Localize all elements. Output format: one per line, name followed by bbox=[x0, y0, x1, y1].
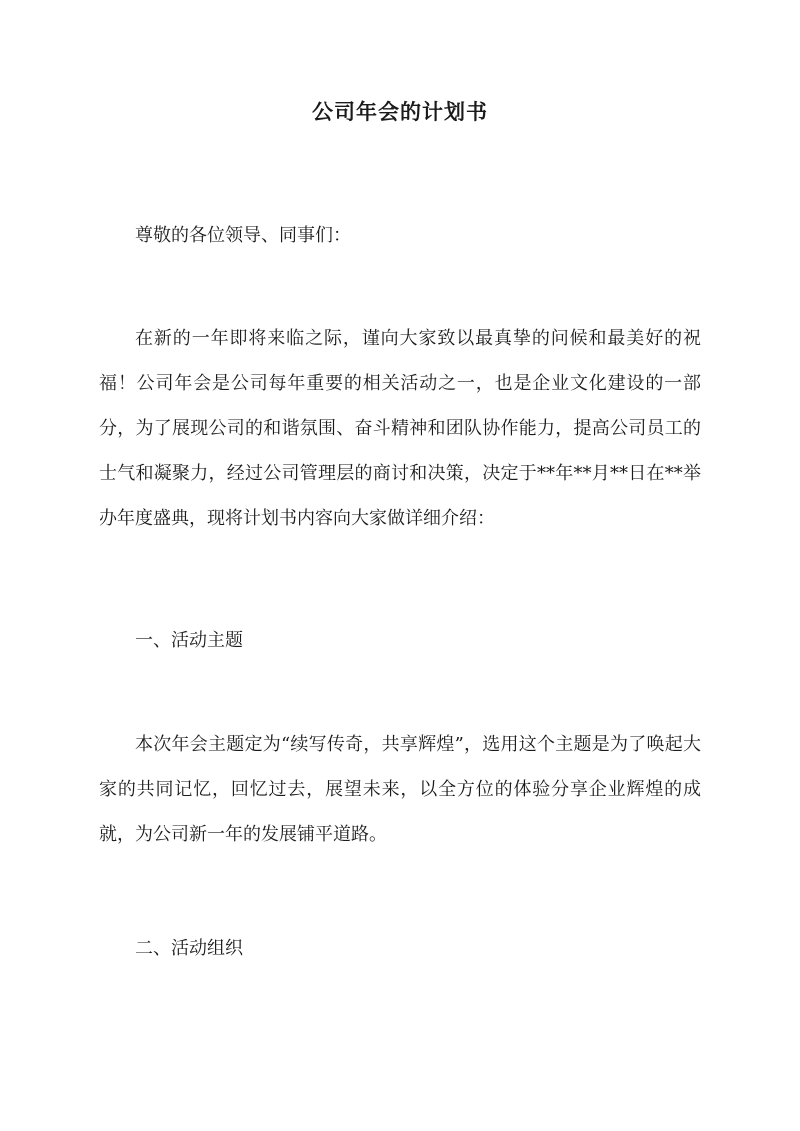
section-heading-theme: 一、活动主题 bbox=[135, 630, 243, 651]
theme-paragraph: 本次年会主题定为“续写传奇，共享辉煌”，选用这个主题是为了唤起大家的共同记忆，回忆过去，展望未来，以全方位的体验分享企业辉煌的成就，为公司新一年的发展铺平道路。 bbox=[99, 734, 701, 845]
salutation-paragraph: 尊敬的各位领导、同事们： bbox=[135, 225, 351, 246]
document-title: 公司年会的计划书 bbox=[312, 99, 488, 124]
intro-paragraph: 在新的一年即将来临之际，谨向大家致以最真挚的问候和最美好的祝福！公司年会是公司每年重要的相关活动之一，也是企业文化建设的一部分，为了展现公司的和谐氛围、奋斗精神和团队协作能力，提高公司员工的士气和凝聚力，经过公司管理层的商讨和决策，决定于**年**月**日在**举办年度盛典，现将计划书内容向大家做详细介绍： bbox=[99, 328, 701, 529]
section-heading-organization: 二、活动组织 bbox=[135, 938, 243, 959]
